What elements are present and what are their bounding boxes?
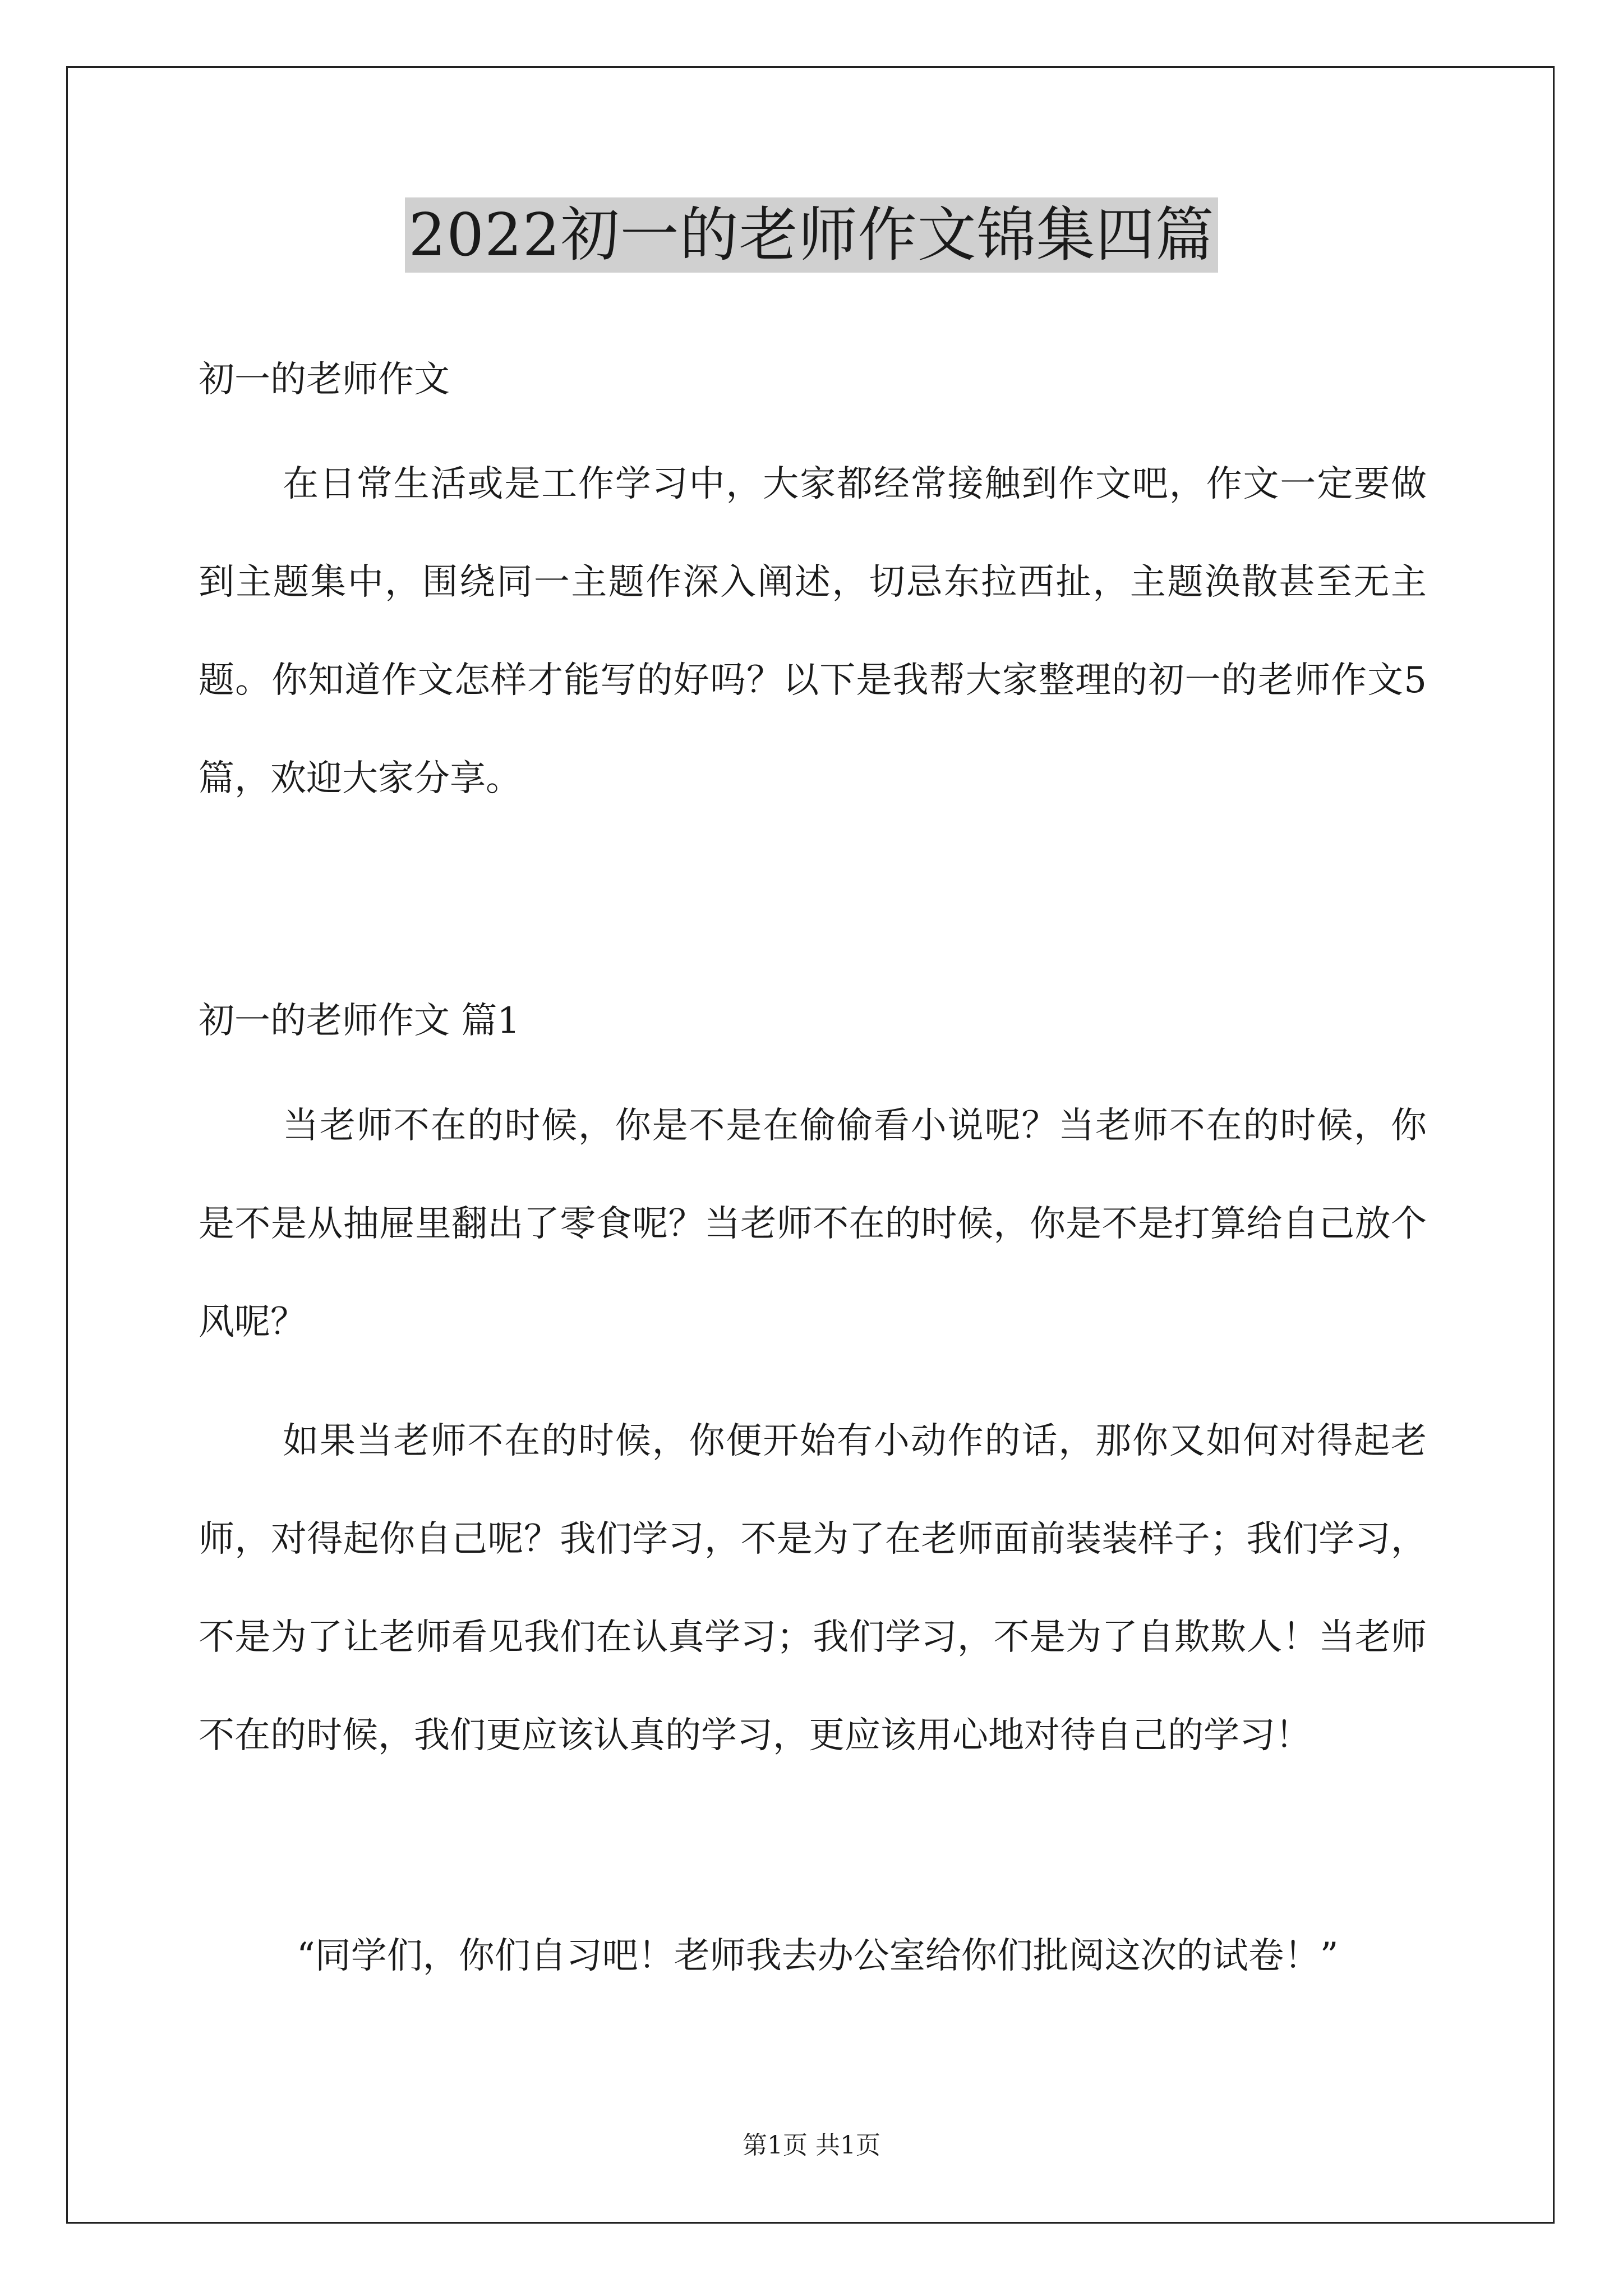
title-container: [0, 197, 1623, 273]
body-paragraph: 当老师不在的时候，你是不是在偷偷看小说呢？当老师不在的时候，你是不是从抽屉里翻出了零食呢？当老师不在的时候，你是不是打算给自己放个风呢？: [199, 1105, 1427, 1343]
body-paragraph-quote: “同学们，你们自习吧！老师我去办公室给你们批阅这次的试卷！”: [297, 1935, 1339, 1977]
body-paragraph: 如果当老师不在的时候，你便开始有小动作的话，那你又如何对得起老师，对得起你自己呢？我们学习，不是为了在老师面前装装样子；我们学习，不是为了让老师看见我们在认真学习；我们学习，不是为了自欺欺人！当老师不在的时候，我们更应该认真的学习，更应该用心地对待自己的学习！: [199, 1420, 1427, 1756]
section-heading: 初一的老师作文 篇1: [199, 1000, 520, 1042]
page-footer: 第1页 共1页: [743, 2131, 880, 2160]
intro-heading: 初一的老师作文: [199, 359, 450, 401]
document-title: 2022初一的老师作文锦集四篇: [405, 197, 1218, 273]
intro-paragraph: 在日常生活或是工作学习中，大家都经常接触到作文吧，作文一定要做到主题集中，围绕同一主题作深入阐述，切忌东拉西扯，主题涣散甚至无主题。你知道作文怎样才能写的好吗？以下是我帮大家整理的初一的老师作文5篇，欢迎大家分享。: [199, 463, 1427, 799]
